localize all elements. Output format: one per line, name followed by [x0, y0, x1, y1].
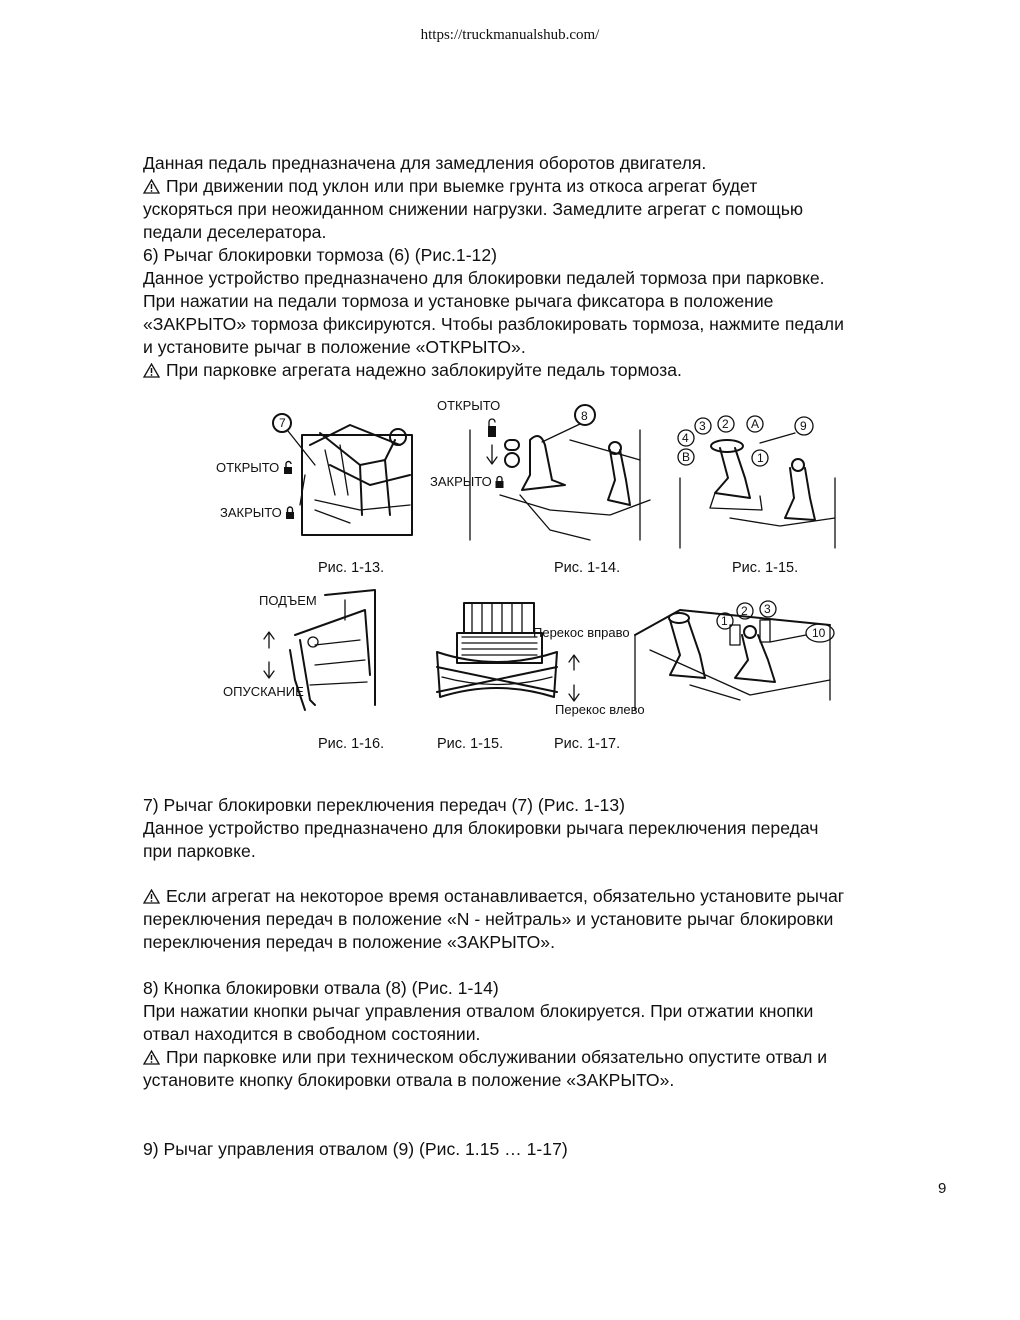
- section-8: [143, 977, 963, 1092]
- section-9-title: 9) Рычаг управления отвалом (9) (Рис. 1.15 … 1-17): [143, 1139, 568, 1159]
- section-6-text: и установите рычаг в положение «ОТКРЫТО».: [143, 337, 526, 357]
- figure-1-13-drawing: [279, 405, 440, 545]
- section-9: [143, 1138, 963, 1161]
- page-number: 9: [938, 1180, 947, 1197]
- warning-triangle-icon: [143, 179, 160, 194]
- source-url: https://truckmanualshub.com/: [420, 27, 600, 43]
- callout-number-8: 8: [581, 409, 588, 423]
- warning-text-cont: педали деселератора.: [143, 222, 327, 242]
- fig14-open-label: ОТКРЫТО: [437, 398, 501, 413]
- figure-1-15-tilt-drawing: [432, 597, 562, 712]
- warning-text-cont: переключения передач в положение «ЗАКРЫТО».: [143, 932, 555, 952]
- unlocked-padlock-icon: [283, 461, 293, 474]
- section-8-title: 8) Кнопка блокировки отвала (8) (Рис. 1-14): [143, 978, 499, 998]
- callout-b: B: [682, 450, 691, 464]
- warning-triangle-icon: [143, 889, 160, 904]
- caption-fig-1-15: Рис. 1-15.: [732, 560, 799, 576]
- fig13-closed-text: ЗАКРЫТО: [220, 505, 282, 520]
- warning-paragraph: [143, 359, 963, 382]
- fig13-closed-label: [220, 505, 295, 520]
- warning-triangle-icon: [143, 363, 160, 378]
- warning-text-cont: переключения передач в положение «N - нейтраль» и установите рычаг блокировки: [143, 909, 834, 929]
- callout-10: 10: [812, 626, 826, 640]
- callout-1: 1: [721, 614, 728, 628]
- locked-padlock-icon: [495, 476, 504, 488]
- figure-1-17-drawing: [630, 600, 840, 710]
- section-8-text: При нажатии кнопки рычаг управления отвалом блокируется. При отжатии кнопки: [143, 1001, 814, 1021]
- warning-text: При движении под уклон или при выемке грунта из откоса агрегат будет: [166, 176, 758, 196]
- locked-padlock-icon: [285, 506, 295, 519]
- callout-9: 9: [800, 419, 807, 433]
- callout-1: 1: [757, 451, 764, 465]
- section-7-text: Данное устройство предназначено для блокировки рычага переключения передач: [143, 818, 819, 838]
- warning-text: При парковке агрегата надежно заблокируйте педаль тормоза.: [166, 360, 682, 380]
- caption-fig-1-17: Рис. 1-17.: [554, 736, 621, 752]
- fig15-tilt-right-label: Перекос вправо: [533, 625, 630, 640]
- caption-fig-1-14: Рис. 1-14.: [554, 560, 621, 576]
- section-6-title: 6) Рычаг блокировки тормоза (6) (Рис.1-12): [143, 245, 497, 265]
- callout-circles: [678, 416, 813, 466]
- section-6-text: Данное устройство предназначено для блокировки педалей тормоза при парковке.: [143, 268, 825, 288]
- up-arrow-icon: [264, 632, 274, 648]
- warning-text: При парковке или при техническом обслуживании обязательно опустите отвал и: [166, 1047, 828, 1067]
- callout-2: 2: [741, 604, 748, 618]
- section-8-text: отвал находится в свободном состоянии.: [143, 1024, 481, 1044]
- warning-paragraph: [143, 175, 963, 198]
- callout-a: A: [751, 417, 760, 431]
- fig14-closed-text: ЗАКРЫТО: [430, 474, 492, 489]
- section-6-text: «ЗАКРЫТО» тормоза фиксируются. Чтобы разблокировать тормоза, нажмите педали: [143, 314, 844, 334]
- tilt-arrows: [567, 654, 581, 704]
- caption-fig-1-16: Рис. 1-16.: [318, 736, 385, 752]
- fig14-closed-label: [430, 474, 504, 489]
- callout-3: 3: [764, 602, 771, 616]
- fig15-tilt-left-label: Перекос влево: [555, 702, 645, 717]
- section-6-text: При нажатии на педали тормоза и установке рычага фиксатора в положение: [143, 291, 774, 311]
- fig13-open-label: [216, 460, 293, 475]
- callout-3: 3: [699, 419, 706, 433]
- section-7-title: 7) Рычаг блокировки переключения передач (7) (Рис. 1-13): [143, 795, 625, 815]
- warning-triangle-icon: [143, 1050, 160, 1065]
- intro-line: Данная педаль предназначена для замедления оборотов двигателя.: [143, 153, 707, 173]
- fig13-open-text: ОТКРЫТО: [216, 460, 280, 475]
- figure-1-14-drawing: [430, 400, 660, 545]
- warning-text-cont: установите кнопку блокировки отвала в положение «ЗАКРЫТО».: [143, 1070, 675, 1090]
- warning-paragraph: [143, 1046, 963, 1069]
- section-7-warning: [143, 885, 963, 954]
- callout-number-7: 7: [279, 416, 286, 430]
- down-arrow-icon: [264, 662, 274, 678]
- unlocked-padlock-icon: [488, 419, 496, 437]
- caption-fig-1-15-b: Рис. 1-15.: [437, 736, 504, 752]
- section-7: [143, 794, 963, 863]
- up-arrow-icon: [569, 655, 579, 670]
- intro-block: [143, 152, 963, 382]
- fig16-up-label: ПОДЪЕМ: [259, 593, 317, 608]
- fig16-down-label: ОПУСКАНИЕ: [223, 684, 304, 699]
- callout-2: 2: [722, 417, 729, 431]
- warning-paragraph: [143, 885, 963, 908]
- warning-text-cont: ускоряться при неожиданном снижении нагрузки. Замедлите агрегат с помощью: [143, 199, 804, 219]
- warning-text: Если агрегат на некоторое время останавливается, обязательно установите рычаг: [166, 886, 845, 906]
- section-7-text: при парковке.: [143, 841, 256, 861]
- callout-4: 4: [682, 431, 689, 445]
- down-arrow-icon: [569, 685, 579, 701]
- figure-1-15-drawing: [670, 408, 845, 548]
- caption-fig-1-13: Рис. 1-13.: [318, 560, 385, 576]
